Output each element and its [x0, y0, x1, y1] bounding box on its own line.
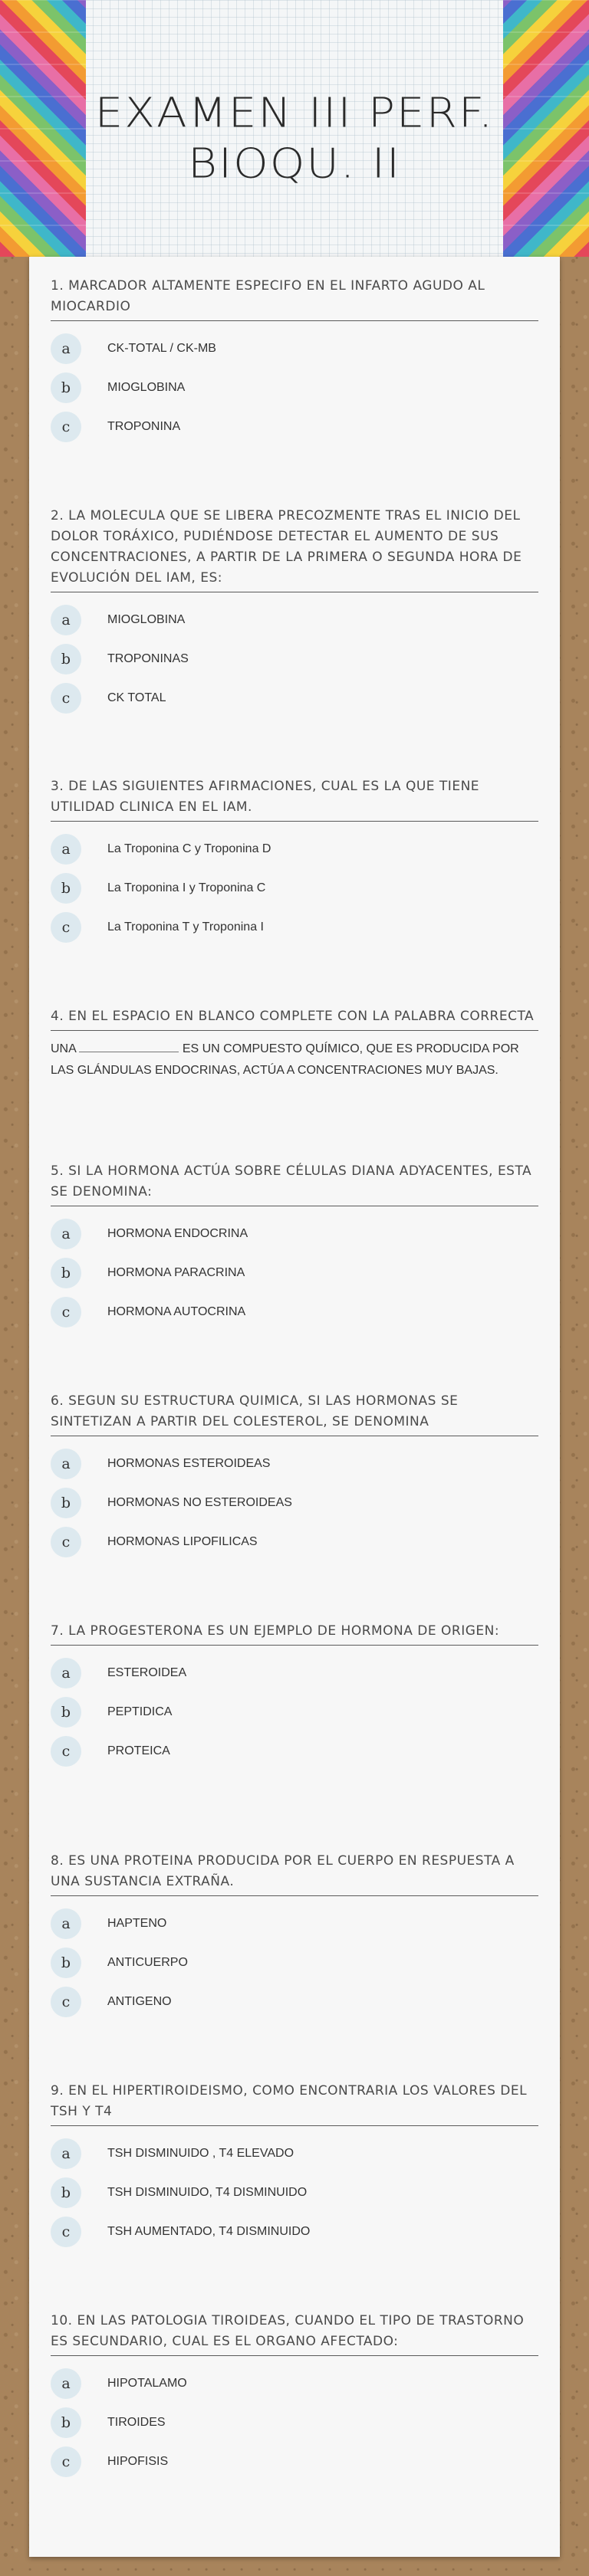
- question-10: [51, 2311, 538, 2481]
- option-text: TIROIDES: [107, 2415, 166, 2429]
- question-text: 3. DE LAS SIGUIENTES AFIRMACIONES, CUAL ES LA QUE TIENE UTILIDAD CLINICA EN EL IAM.: [51, 776, 538, 822]
- option-a[interactable]: [51, 2134, 538, 2173]
- option-text: La Troponina T y Troponina I: [107, 920, 264, 934]
- option-letter-badge: a: [51, 333, 81, 364]
- question-1: [51, 276, 538, 446]
- option-text: CK TOTAL: [107, 691, 166, 704]
- option-text: La Troponina I y Troponina C: [107, 881, 266, 894]
- option-b[interactable]: [51, 868, 538, 907]
- option-text: MIOGLOBINA: [107, 380, 186, 394]
- option-text: TSH AUMENTADO, T4 DISMINUIDO: [107, 2224, 311, 2238]
- option-c[interactable]: [51, 1292, 538, 1331]
- option-text: HAPTENO: [107, 1916, 167, 1930]
- option-letter-badge: b: [51, 2407, 81, 2438]
- option-letter-badge: c: [51, 1527, 81, 1557]
- question-text: 8. ES UNA PROTEINA PRODUCIDA POR EL CUERPO EN RESPUESTA A UNA SUSTANCIA EXTRAÑA.: [51, 1851, 538, 1896]
- option-b[interactable]: [51, 368, 538, 407]
- option-text: ANTIGENO: [107, 1994, 172, 2008]
- option-text: HIPOFISIS: [107, 2454, 169, 2468]
- option-b[interactable]: [51, 1943, 538, 1982]
- question-5: [51, 1161, 538, 1331]
- fill-before-text: UNA: [51, 1042, 76, 1055]
- option-text: HORMONAS ESTEROIDEAS: [107, 1456, 271, 1470]
- question-text: 2. LA MOLECULA QUE SE LIBERA PRECOZMENTE TRAS EL INICIO DEL DOLOR TORÁXICO, PUDIÉNDOSE DETECTAR EL AUMENTO DE SUS CONCENTRACIONES, A PARTIR DE LA PRIMERA O SEGUNDA HORA DE EVOLUCIÓN DEL IAM, ES:: [51, 506, 538, 592]
- option-text: PEPTIDICA: [107, 1705, 173, 1718]
- option-letter-badge: b: [51, 873, 81, 904]
- option-letter-badge: a: [51, 1449, 81, 1479]
- option-b[interactable]: [51, 2403, 538, 2442]
- option-letter-badge: b: [51, 644, 81, 674]
- option-letter-badge: c: [51, 2217, 81, 2247]
- question-8: [51, 1851, 538, 2021]
- option-text: ESTEROIDEA: [107, 1665, 187, 1679]
- header: [0, 0, 589, 257]
- option-c[interactable]: [51, 1731, 538, 1770]
- option-text: TROPONINAS: [107, 651, 189, 665]
- option-a[interactable]: [51, 1214, 538, 1253]
- question-text: 5. SI LA HORMONA ACTÚA SOBRE CÉLULAS DIANA ADYACENTES, ESTA SE DENOMINA:: [51, 1161, 538, 1206]
- option-text: La Troponina C y Troponina D: [107, 842, 271, 855]
- question-text: 6. SEGUN SU ESTRUCTURA QUIMICA, SI LAS HORMONAS SE SINTETIZAN A PARTIR DEL COLESTEROL, SE DENOMINA: [51, 1391, 538, 1436]
- question-text: 7. LA PROGESTERONA ES UN EJEMPLO DE HORMONA DE ORIGEN:: [51, 1621, 538, 1646]
- option-c[interactable]: [51, 907, 538, 947]
- option-text: PROTEICA: [107, 1744, 170, 1757]
- option-letter-badge: b: [51, 1948, 81, 1978]
- question-7: [51, 1621, 538, 1770]
- option-text: HORMONA ENDOCRINA: [107, 1226, 248, 1240]
- fill-in-sentence: [51, 1039, 538, 1081]
- option-letter-badge: c: [51, 2446, 81, 2477]
- option-text: TSH DISMINUIDO, T4 DISMINUIDO: [107, 2185, 308, 2199]
- question-text: 1. MARCADOR ALTAMENTE ESPECIFO EN EL INFARTO AGUDO AL MIOCARDIO: [51, 276, 538, 321]
- option-text: HORMONA PARACRINA: [107, 1265, 245, 1279]
- left-chevron-decoration: [0, 0, 86, 257]
- option-letter-badge: b: [51, 1697, 81, 1728]
- option-c[interactable]: [51, 678, 538, 717]
- option-a[interactable]: [51, 1653, 538, 1692]
- option-text: HORMONAS LIPOFILICAS: [107, 1534, 258, 1548]
- option-b[interactable]: [51, 1253, 538, 1292]
- option-a[interactable]: [51, 2364, 538, 2403]
- fill-after-text: ES UN COMPUESTO QUÍMICO, QUE ES PRODUCIDA POR LAS GLÁNDULAS ENDOCRINAS, ACTÚA A CONCENTRACIONES MUY BAJAS.: [51, 1042, 519, 1077]
- option-letter-badge: c: [51, 1736, 81, 1767]
- question-2: [51, 506, 538, 717]
- option-text: ANTICUERPO: [107, 1955, 188, 1969]
- question-6: [51, 1391, 538, 1561]
- title-line-1: EXAMEN III PERF.: [94, 88, 495, 137]
- blank-input[interactable]: [79, 1039, 179, 1052]
- option-a[interactable]: [51, 1444, 538, 1483]
- question-text: 9. EN EL HIPERTIROIDEISMO, COMO ENCONTRARIA LOS VALORES DEL TSH Y T4: [51, 2081, 538, 2126]
- option-letter-badge: a: [51, 834, 81, 865]
- option-letter-badge: c: [51, 912, 81, 943]
- title-line-2: BIOQU. II: [188, 139, 401, 188]
- option-letter-badge: c: [51, 1297, 81, 1327]
- question-text: 4. EN EL ESPACIO EN BLANCO COMPLETE CON LA PALABRA CORRECTA: [51, 1006, 538, 1031]
- option-letter-badge: b: [51, 2177, 81, 2208]
- option-a[interactable]: [51, 329, 538, 368]
- option-c[interactable]: [51, 2442, 538, 2481]
- option-text: TROPONINA: [107, 419, 181, 433]
- option-text: HORMONA AUTOCRINA: [107, 1304, 246, 1318]
- option-letter-badge: b: [51, 372, 81, 403]
- option-a[interactable]: [51, 1904, 538, 1943]
- exam-card: [29, 257, 560, 2557]
- option-b[interactable]: [51, 1483, 538, 1522]
- question-3: [51, 776, 538, 947]
- option-letter-badge: a: [51, 2368, 81, 2399]
- option-text: HIPOTALAMO: [107, 2376, 187, 2390]
- option-letter-badge: b: [51, 1488, 81, 1518]
- option-text: HORMONAS NO ESTEROIDEAS: [107, 1495, 292, 1509]
- option-text: MIOGLOBINA: [107, 612, 186, 626]
- option-letter-badge: a: [51, 605, 81, 635]
- option-letter-badge: a: [51, 1908, 81, 1939]
- option-text: TSH DISMINUIDO , T4 ELEVADO: [107, 2146, 294, 2160]
- option-b[interactable]: [51, 639, 538, 678]
- option-letter-badge: c: [51, 1987, 81, 2017]
- option-b[interactable]: [51, 1692, 538, 1731]
- question-9: [51, 2081, 538, 2251]
- question-4: [51, 1006, 538, 1081]
- right-chevron-decoration: [503, 0, 589, 257]
- option-c[interactable]: [51, 1522, 538, 1561]
- page-title: [86, 87, 503, 189]
- option-a[interactable]: [51, 600, 538, 639]
- option-letter-badge: a: [51, 1219, 81, 1249]
- option-letter-badge: c: [51, 412, 81, 442]
- option-c[interactable]: [51, 407, 538, 446]
- option-b[interactable]: [51, 2173, 538, 2212]
- option-letter-badge: b: [51, 1258, 81, 1288]
- question-text: 10. EN LAS PATOLOGIA TIROIDEAS, CUANDO EL TIPO DE TRASTORNO ES SECUNDARIO, CUAL ES EL ORGANO AFECTADO:: [51, 2311, 538, 2356]
- option-c[interactable]: [51, 2212, 538, 2251]
- option-c[interactable]: [51, 1982, 538, 2021]
- option-letter-badge: a: [51, 1658, 81, 1688]
- option-letter-badge: a: [51, 2138, 81, 2169]
- option-a[interactable]: [51, 829, 538, 868]
- option-text: CK-TOTAL / CK-MB: [107, 341, 216, 355]
- option-letter-badge: c: [51, 683, 81, 714]
